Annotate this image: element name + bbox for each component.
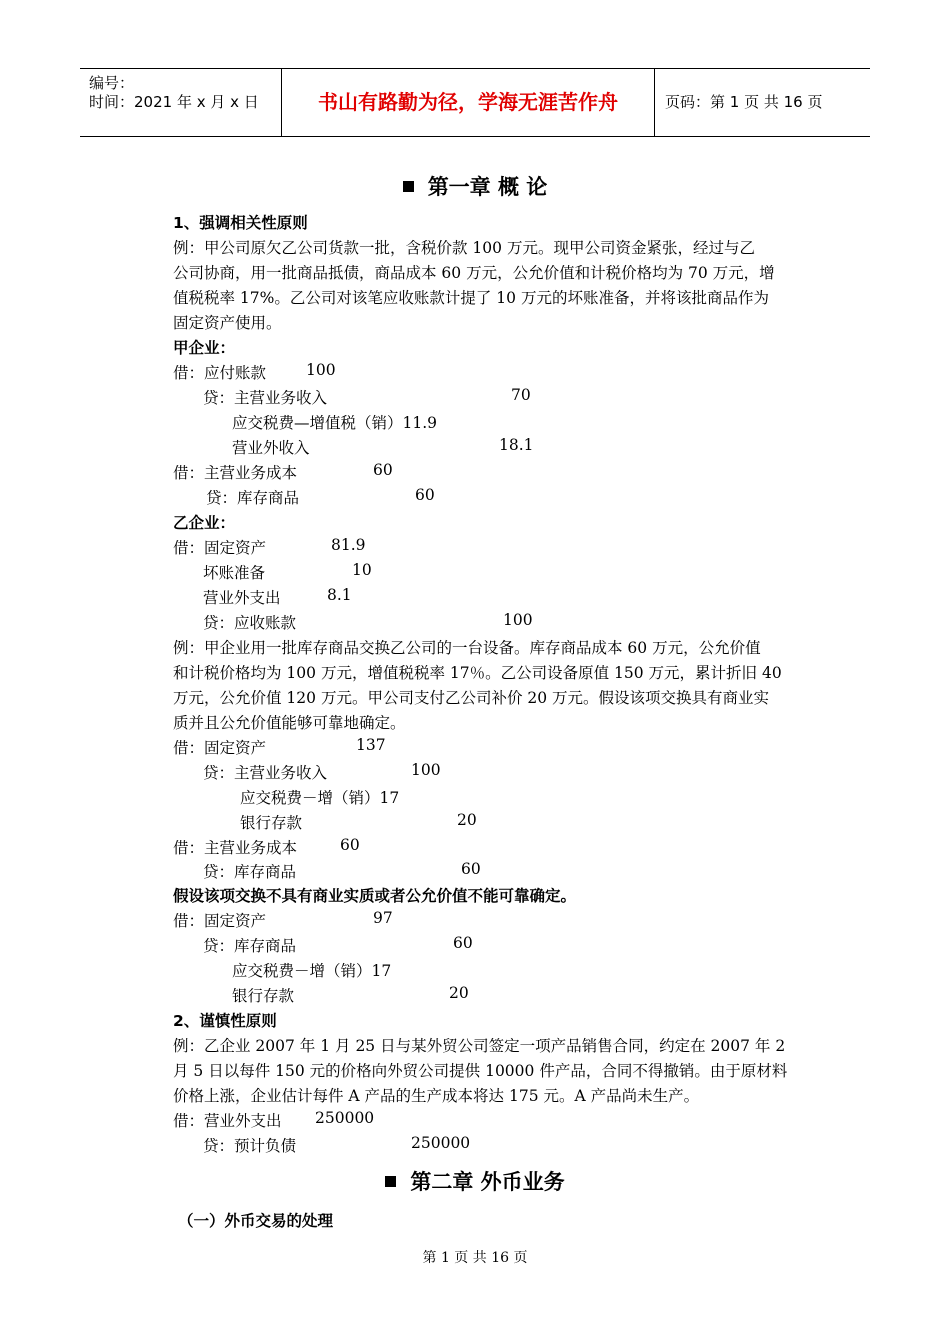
journal-account: 坏账准备 (203, 564, 266, 582)
header-divider (654, 69, 655, 136)
journal-account: 贷：应收账款 (203, 614, 297, 632)
journal-amount: 8.1 (327, 586, 352, 604)
subsection-heading: （一）外币交易的处理 (178, 1212, 334, 1230)
section-heading: 1、强调相关性原则 (173, 214, 308, 232)
paragraph-line: 和计税价格均为 100 万元，增值税税率 17％。乙公司设备原值 150 万元，累计折旧 40 (173, 664, 782, 682)
chapter-1-heading (0, 171, 950, 201)
journal-amount: 97 (373, 909, 393, 927)
journal-account: 借：固定资产 (173, 539, 267, 557)
journal-amount: 100 (306, 361, 336, 379)
entity-label: 甲企业： (173, 339, 236, 357)
journal-account: 借：固定资产 (173, 912, 267, 930)
section-heading: 2、谨慎性原则 (173, 1012, 277, 1030)
journal-amount: 250000 (411, 1134, 471, 1152)
header-motto: 书山有路勤为径，学海无涯苦作舟 (318, 90, 618, 114)
square-bullet-icon (385, 1176, 396, 1187)
journal-amount: 100 (503, 611, 533, 629)
journal-amount: 60 (453, 934, 473, 952)
paragraph-line: 万元，公允价值 120 万元。甲公司支付乙公司补价 20 万元。假设该项交换具有商业实 (173, 689, 770, 707)
journal-amount: 20 (449, 984, 469, 1002)
journal-amount: 100 (411, 761, 441, 779)
journal-account: 银行存款 (240, 814, 303, 832)
paragraph-line: 例：甲企业用一批库存商品交换乙公司的一台设备。库存商品成本 60 万元，公允价值 (173, 639, 761, 657)
journal-account: 贷：预计负债 (203, 1137, 297, 1155)
journal-amount: 70 (511, 386, 531, 404)
journal-amount: 81.9 (331, 536, 366, 554)
paragraph-line: 例：甲公司原欠乙公司货款一批，含税价款 100 万元。现甲公司资金紧张，经过与乙 (173, 239, 755, 257)
entity-label: 乙企业： (173, 514, 236, 532)
journal-amount: 20 (457, 811, 477, 829)
page-footer: 第 1 页 共 16 页 (422, 1250, 528, 1266)
journal-account: 营业外支出 (203, 589, 281, 607)
paragraph-line: 质并且公允价值能够可靠地确定。 (173, 714, 406, 732)
journal-account: 借：应付账款 (173, 364, 267, 382)
paragraph-line: 价格上涨，企业估计每件 A 产品的生产成本将达 175 元。A 产品尚未生产。 (173, 1087, 700, 1105)
chapter-2-heading (0, 1166, 950, 1196)
journal-amount: 10 (352, 561, 372, 579)
paragraph-line: 月 5 日以每件 150 元的价格向外贸公司提供 10000 件产品，合同不得撤销。由于原材料 (173, 1062, 788, 1080)
journal-account: 借：主营业务成本 (173, 839, 298, 857)
journal-amount: 60 (461, 860, 481, 878)
page-header (80, 68, 870, 137)
journal-account: 贷：库存商品 (203, 863, 297, 881)
paragraph-line: 例：乙企业 2007 年 1 月 25 日与某外贸公司签定一项产品销售合同，约定在 2007 年 2 (173, 1037, 786, 1055)
journal-account: 银行存款 (232, 987, 295, 1005)
paragraph-line: 公司协商，用一批商品抵债，商品成本 60 万元，公允价值和计税价格均为 70 万元，增 (173, 264, 775, 282)
chapter-2-title: 第二章 外币业务 (410, 1170, 565, 1194)
journal-amount: 137 (356, 736, 386, 754)
journal-account: 贷：主营业务收入 (203, 764, 328, 782)
journal-amount: 60 (373, 461, 393, 479)
journal-account: 贷：主营业务收入 (203, 389, 328, 407)
paragraph-line: 固定资产使用。 (173, 314, 282, 332)
chapter-1-title: 第一章 概 论 (427, 175, 548, 199)
journal-amount: 18.1 (499, 436, 534, 454)
journal-amount: 60 (340, 836, 360, 854)
journal-amount: 250000 (315, 1109, 375, 1127)
bold-note: 假设该项交换不具有商业实质或者公允价值不能可靠确定。 (173, 887, 577, 905)
journal-account: 借：营业外支出 (173, 1112, 282, 1130)
square-bullet-icon (403, 181, 414, 192)
paragraph-line: 值税税率 17%。乙公司对该笔应收账款计提了 10 万元的坏账准备，并将该批商品作为 (173, 289, 769, 307)
journal-account: 借：主营业务成本 (173, 464, 298, 482)
journal-account: 贷：库存商品 (206, 489, 300, 507)
journal-account: 应交税费—增值税（销）11.9 (232, 414, 438, 432)
journal-account: 应交税费－增（销）17 (240, 789, 400, 807)
journal-account: 营业外收入 (232, 439, 310, 457)
header-page-info: 页码：第 1 页 共 16 页 (665, 93, 823, 111)
doc-time-label: 时间：2021 年 x 月 x 日 (89, 93, 259, 111)
journal-account: 贷：库存商品 (203, 937, 297, 955)
journal-account: 应交税费－增（销）17 (232, 962, 392, 980)
journal-account: 借：固定资产 (173, 739, 267, 757)
header-meta (80, 69, 281, 136)
doc-number-label: 编号： (89, 74, 135, 92)
journal-amount: 60 (415, 486, 435, 504)
